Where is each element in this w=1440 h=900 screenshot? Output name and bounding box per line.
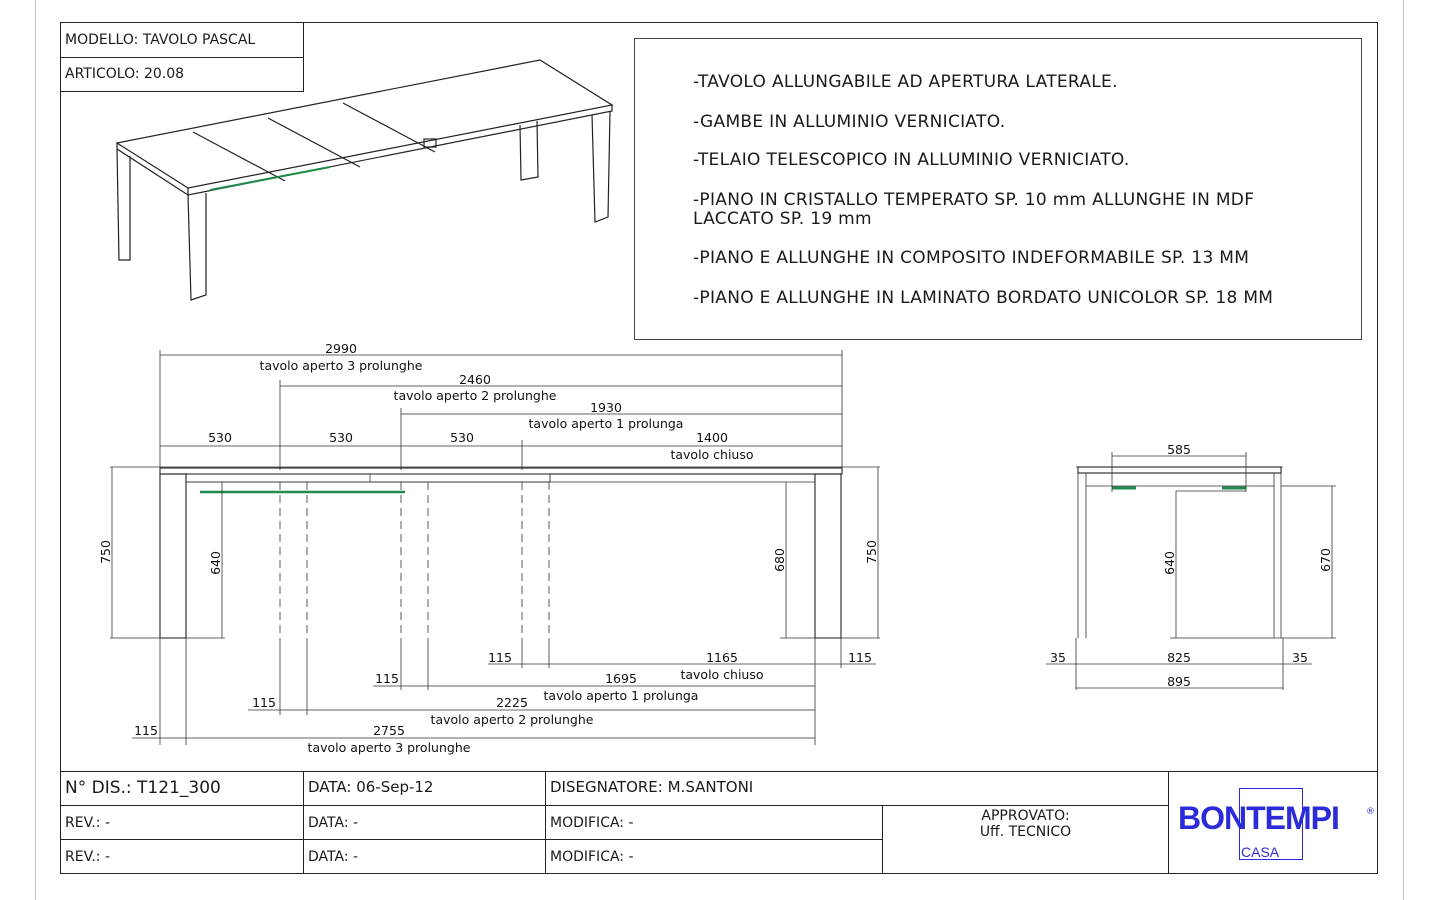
spec-line: -TAVOLO ALLUNGABILE AD APERTURA LATERALE. xyxy=(693,72,1118,92)
label-closed-bottom: tavolo chiuso xyxy=(680,667,764,682)
dim-1930: 1930 xyxy=(590,400,622,415)
dim-750-left: 750 xyxy=(98,540,113,564)
spec-line: -PIANO IN CRISTALLO TEMPERATO SP. 10 mm ALLUNGHE IN MDF LACCATO SP. 19 mm xyxy=(693,190,1255,229)
drawing-date: DATA: 06-Sep-12 xyxy=(308,778,434,796)
title-cell xyxy=(303,805,546,840)
dim-640-side: 640 xyxy=(1162,551,1177,575)
dim-530: 530 xyxy=(329,430,353,445)
label-open-2-bottom: tavolo aperto 2 prolunghe xyxy=(430,712,594,727)
dim-640: 640 xyxy=(208,551,223,575)
approved-by: Uff. TECNICO xyxy=(979,824,1072,840)
label-open-1: tavolo aperto 1 prolunga xyxy=(528,416,684,431)
approval-cell xyxy=(882,805,1169,874)
dim-2460: 2460 xyxy=(459,372,491,387)
drawing-number: N° DIS.: T121_300 xyxy=(65,778,221,798)
spec-line: -PIANO E ALLUNGHE IN COMPOSITO INDEFORMABILE SP. 13 MM xyxy=(693,248,1250,268)
dim-585: 585 xyxy=(1167,442,1191,457)
dim-1165: 1165 xyxy=(706,650,738,665)
modification: MODIFICA: - xyxy=(550,849,634,865)
spec-line: -TELAIO TELESCOPICO IN ALLUMINIO VERNICIATO. xyxy=(693,150,1130,170)
dim-530: 530 xyxy=(450,430,474,445)
dim-115: 115 xyxy=(375,671,399,686)
dim-680: 680 xyxy=(772,548,787,572)
title-cell xyxy=(60,771,304,806)
dim-115: 115 xyxy=(134,723,158,738)
modification: MODIFICA: - xyxy=(550,815,634,831)
dim-35: 35 xyxy=(1050,650,1066,665)
logo-cell xyxy=(1168,771,1378,874)
approved-label: APPROVATO: xyxy=(981,808,1070,824)
title-cell xyxy=(545,771,1169,806)
label-open-2: tavolo aperto 2 prolunghe xyxy=(393,388,557,403)
title-cell xyxy=(303,771,546,806)
brand-logo: BONTEMPI xyxy=(1178,800,1339,836)
dim-115: 115 xyxy=(252,695,276,710)
dim-1695: 1695 xyxy=(605,671,637,686)
model-label: MODELLO: TAVOLO PASCAL xyxy=(65,32,256,48)
dim-530: 530 xyxy=(208,430,232,445)
title-cell xyxy=(60,805,304,840)
dim-2225: 2225 xyxy=(496,695,528,710)
dim-670: 670 xyxy=(1318,548,1333,572)
label-open-3-bottom: tavolo aperto 3 prolunghe xyxy=(307,740,471,755)
article-label: ARTICOLO: 20.08 xyxy=(65,66,185,82)
revision-date: DATA: - xyxy=(308,815,359,831)
dim-115: 115 xyxy=(488,650,512,665)
dim-115: 115 xyxy=(848,650,872,665)
dim-35: 35 xyxy=(1292,650,1308,665)
spec-line: -PIANO E ALLUNGHE IN LAMINATO BORDATO UNICOLOR SP. 18 MM xyxy=(693,288,1274,308)
dim-750-right: 750 xyxy=(864,540,879,564)
registered-mark: ® xyxy=(1366,807,1375,817)
title-cell xyxy=(303,839,546,874)
brand-subtitle: CASA xyxy=(1241,844,1280,860)
label-open-3: tavolo aperto 3 prolunghe xyxy=(259,358,423,373)
spec-line: -GAMBE IN ALLUMINIO VERNICIATO. xyxy=(693,112,1006,132)
label-open-1-bottom: tavolo aperto 1 prolunga xyxy=(543,688,699,703)
title-cell xyxy=(545,839,883,874)
dim-895: 895 xyxy=(1167,674,1191,689)
revision: REV.: - xyxy=(65,815,111,831)
dim-825: 825 xyxy=(1167,650,1191,665)
title-cell xyxy=(545,805,883,840)
dim-1400: 1400 xyxy=(696,430,728,445)
revision: REV.: - xyxy=(65,849,111,865)
designer: DISEGNATORE: M.SANTONI xyxy=(550,778,754,796)
dim-2755: 2755 xyxy=(373,723,405,738)
title-cell xyxy=(60,839,304,874)
dim-2990: 2990 xyxy=(325,341,357,356)
revision-date: DATA: - xyxy=(308,849,359,865)
label-closed: tavolo chiuso xyxy=(670,447,754,462)
